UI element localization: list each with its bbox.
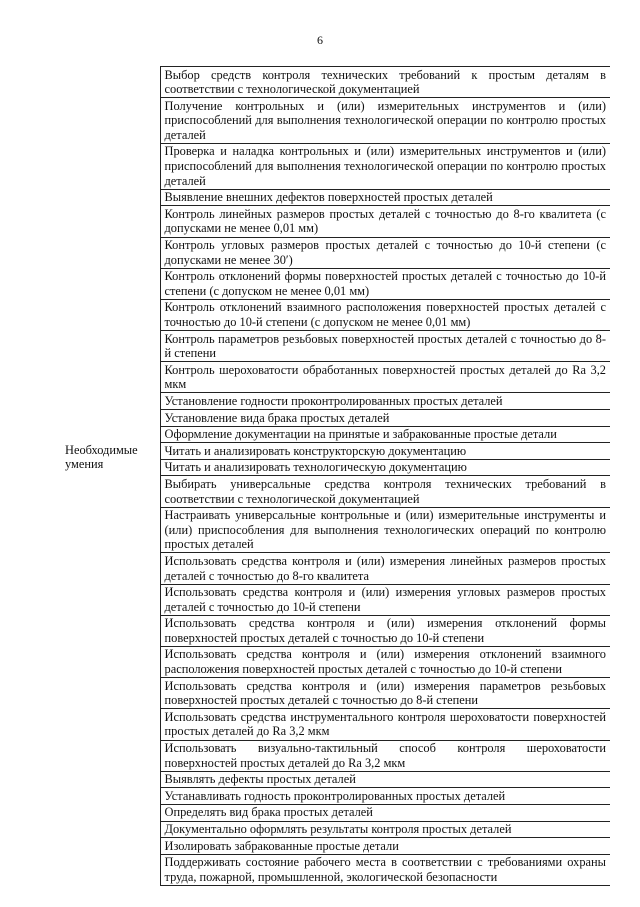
required-skill-item: Использовать визуально-тактильный способ контроля шероховатости поверхностей простых деталей до Ra 3,2 мкм	[160, 740, 610, 771]
required-skill-item: Поддерживать состояние рабочего места в соответствии с требованиями охраны труда, пожарной, промышленной, экологической безопасности	[160, 854, 610, 885]
labor-action-row	[62, 67, 610, 98]
labor-action-item: Выбор средств контроля технических требований к простым деталям в соответствии с технологической документацией	[160, 67, 610, 98]
required-skill-item: Использовать средства инструментального контроля шероховатости поверхностей простых деталей до Ra 3,2 мкм	[160, 709, 610, 740]
required-skill-item: Использовать средства контроля и (или) измерения отклонений взаимного расположения поверхностей простых деталей с точностью до 10-й степени	[160, 646, 610, 677]
requirements-body	[62, 67, 610, 886]
requirements-table	[62, 66, 610, 886]
required-skill-item: Читать и анализировать технологическую документацию	[160, 459, 610, 476]
labor-action-item: Оформление документации на принятые и забракованные простые детали	[160, 426, 610, 443]
page-number: 6	[317, 33, 323, 47]
labor-action-item: Получение контрольных и (или) измерительных инструментов и (или) приспособлений для выполнения технологической операции по контролю простых деталей	[160, 98, 610, 144]
labor-action-label	[62, 67, 160, 443]
labor-action-item: Контроль отклонений формы поверхностей простых деталей с точностью до 10-й степени (с допуском не менее 0,01 мм)	[160, 268, 610, 299]
labor-action-item: Контроль шероховатости обработанных поверхностей простых деталей до Ra 3,2 мкм	[160, 362, 610, 393]
required-skill-item: Использовать средства контроля и (или) измерения линейных размеров простых деталей с точностью до 8-го квалитета	[160, 553, 610, 584]
labor-action-item: Контроль параметров резьбовых поверхностей простых деталей с точностью до 8-й степени	[160, 331, 610, 362]
required-skill-item: Выбирать универсальные средства контроля технических требований в соответствии с технологической документацией	[160, 476, 610, 507]
required-skill-item: Определять вид брака простых деталей	[160, 804, 610, 821]
required-skill-item: Документально оформлять результаты контроля простых деталей	[160, 821, 610, 838]
labor-action-item: Проверка и наладка контрольных и (или) измерительных инструментов и (или) приспособлений для выполнения технологической операции по контролю простых деталей	[160, 143, 610, 189]
labor-action-item: Установление вида брака простых деталей	[160, 410, 610, 427]
required-skill-item: Читать и анализировать конструкторскую документацию	[160, 443, 610, 460]
labor-action-item: Контроль угловых размеров простых деталей с точностью до 10-й степени (с допусками не менее 30′)	[160, 237, 610, 268]
required-skill-row	[62, 443, 610, 460]
required-skill-item: Настраивать универсальные контрольные и (или) измерительные инструменты и (или) приспособления для выполнения технологических операций по контролю простых деталей	[160, 507, 610, 553]
labor-action-item: Контроль линейных размеров простых деталей с точностью до 8-го квалитета (с допусками не менее 0,01 мм)	[160, 206, 610, 237]
requirements-grid	[62, 66, 610, 886]
required-skill-item: Изолировать забракованные простые детали	[160, 838, 610, 855]
labor-action-item: Выявление внешних дефектов поверхностей простых деталей	[160, 189, 610, 206]
labor-action-item: Установление годности проконтролированных простых деталей	[160, 393, 610, 410]
required-skill-label: Необходимые умения	[65, 442, 138, 472]
required-skill-item: Устанавливать годность проконтролированных простых деталей	[160, 788, 610, 805]
required-skill-item: Выявлять дефекты простых деталей	[160, 771, 610, 788]
required-skill-item: Использовать средства контроля и (или) измерения угловых размеров простых деталей с точностью до 10-й степени	[160, 584, 610, 615]
labor-action-item: Контроль отклонений взаимного расположения поверхностей простых деталей с точностью до 10-й степени (с допуском не менее 0,01 мм)	[160, 299, 610, 330]
required-skill-item: Использовать средства контроля и (или) измерения параметров резьбовых поверхностей простых деталей с точностью до 8-й степени	[160, 678, 610, 709]
required-skill-item: Использовать средства контроля и (или) измерения отклонений формы поверхностей простых деталей с точностью до 10-й степени	[160, 615, 610, 646]
